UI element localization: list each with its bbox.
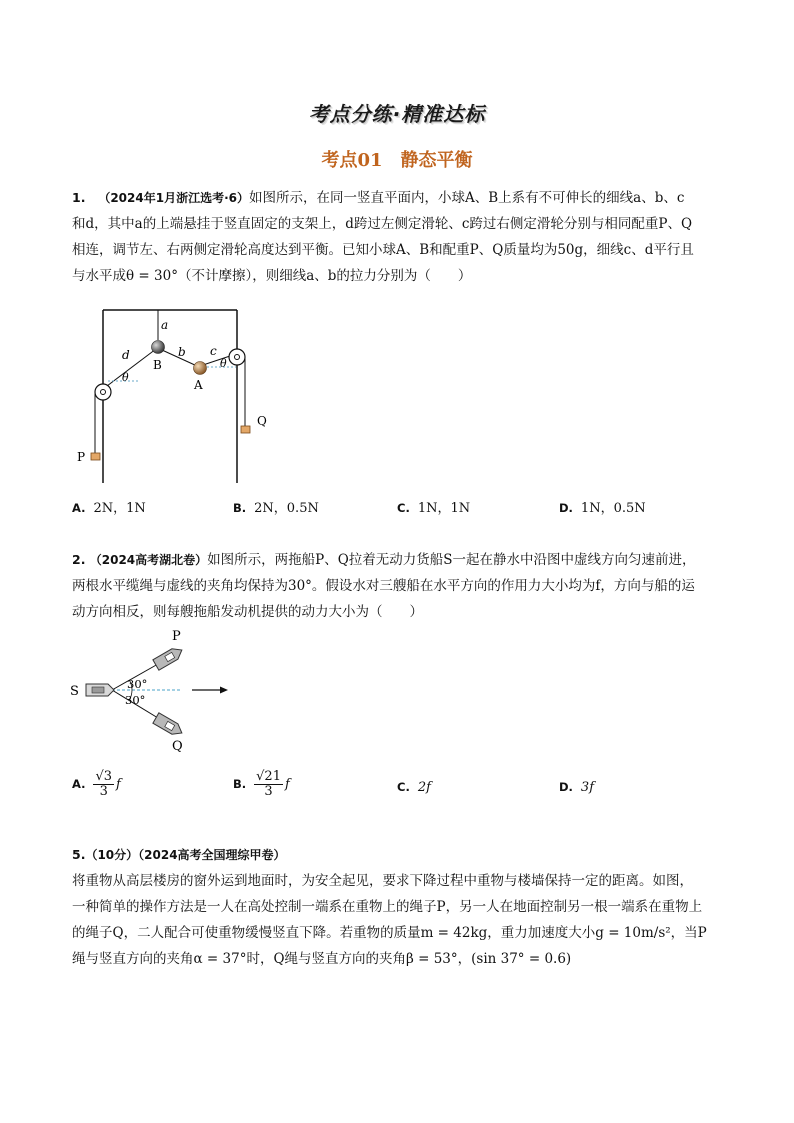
tugboat-P [153, 645, 185, 670]
label-ball-B: B [153, 358, 162, 372]
barge-S [86, 684, 114, 696]
direction-arrow-head [220, 687, 228, 694]
weight-Q [241, 426, 250, 433]
question-2-stem-1: 如图所示，两拖船P、Q拉着无动力货船S一起在静水中沿图中虚线方向匀速前进， [207, 552, 696, 568]
fraction: $\frac{√21}{3}$ [256, 769, 281, 799]
label-theta-right: θ [220, 357, 227, 370]
question-1-option-d: D. 1N，0.5N [559, 501, 646, 516]
question-5-number: 5. [72, 847, 86, 862]
question-1-stem-2: 和d，其中a的上端悬挂于竖直固定的支架上，d跨过左侧定滑轮、c跨过右侧定滑轮分别与相同配重P、Q [72, 216, 693, 232]
question-1-line-1 [72, 185, 732, 211]
question-1-option-b: B. 2N，0.5N [233, 501, 319, 516]
question-5-stem-4: 绳与竖直方向的夹角α = 37°时，Q绳与竖直方向的夹角β = 53°，(sin 37° = 0.6) [72, 951, 572, 967]
label-angle-bottom: 30° [125, 693, 146, 707]
question-5-score: （10分） [85, 848, 139, 862]
label-S: S [70, 684, 79, 699]
question-5-stem-1: 将重物从高层楼房的窗外运到地面时，为安全起见，要求下降过程中重物与楼墙保持一定的距离。如图， [72, 873, 693, 889]
question-2-option-c: C. 2f [397, 780, 431, 795]
question-1-option-a: A. 2N，1N [72, 501, 146, 516]
question-2-option-d: D. 3f [559, 780, 595, 795]
question-1-stem-4: 与水平成θ = 30°（不计摩擦），则细线a、b的拉力分别为（ ） [72, 268, 472, 284]
label-b: b [178, 345, 186, 359]
label-Q: Q [172, 739, 183, 754]
section-title: 考点01 静态平衡 [321, 150, 473, 171]
label-a: a [161, 318, 169, 332]
question-2-line-1 [72, 547, 732, 573]
question-2-source: （2024高考湖北卷） [89, 553, 208, 567]
question-5-stem-2: 一种简单的操作方法是一人在高处控制一端系在重物上的绳子P，另一人在地面控制另一根一端系在重物上 [72, 899, 703, 915]
label-theta-left: θ [122, 371, 129, 384]
figure-1-pulley-diagram [70, 305, 270, 485]
label-P: P [77, 450, 86, 464]
string-d [107, 349, 156, 386]
question-5-text [72, 842, 732, 972]
right-pulley-axle [235, 355, 240, 360]
question-1-stem-1: 如图所示，在同一竖直平面内，小球A、B上系有不可伸长的细线a、b、c [249, 190, 685, 206]
tugboat-Q [153, 713, 185, 738]
question-2-number: 2. [72, 552, 86, 567]
ball-B [152, 341, 165, 354]
label-angle-top: 30° [127, 677, 148, 691]
fraction: $\frac{√3}{3}$ [95, 769, 113, 799]
left-pulley-axle [101, 390, 106, 395]
question-5-stem-3: 的绳子Q，二人配合可使重物缓慢竖直下降。若重物的质量m = 42kg，重力加速度大小g = 10m/s²，当P [72, 925, 707, 941]
question-2-text [72, 547, 732, 625]
question-2-stem-3: 动方向相反，则每艘拖船发动机提供的动力大小为（ ） [72, 604, 423, 620]
label-c: c [210, 344, 217, 358]
question-5-source: （2024高考全国理综甲卷） [138, 848, 286, 862]
question-1-option-c: C. 1N，1N [397, 501, 471, 516]
weight-P [91, 453, 100, 460]
figure-2-tugboat-diagram [68, 628, 238, 756]
label-P: P [172, 629, 181, 644]
label-d: d [122, 348, 130, 362]
question-2-stem-2: 两根水平缆绳与虚线的夹角均保持为30°。假设水对三艘船在水平方向的作用力大小均为f，方向与船的运 [72, 578, 695, 594]
question-1-stem-3: 相连，调节左、右两侧定滑轮高度达到平衡。已知小球A、B和配重P、Q质量均为50g，细线c、d平行且 [72, 242, 694, 258]
question-5-header [72, 842, 732, 868]
question-1-text [72, 185, 732, 289]
label-ball-A: A [194, 378, 203, 392]
question-2-option-a: A. $\frac{√3}{3}$ f [72, 769, 121, 799]
question-2-option-b: B. $\frac{√21}{3}$ f [233, 769, 290, 799]
banner-title: 考点分练·精准达标 [308, 102, 486, 126]
question-1-source: （2024年1月浙江选考·6） [98, 191, 249, 205]
label-Q: Q [257, 414, 267, 428]
ball-A [194, 362, 207, 375]
question-1-number: 1. [72, 190, 86, 205]
